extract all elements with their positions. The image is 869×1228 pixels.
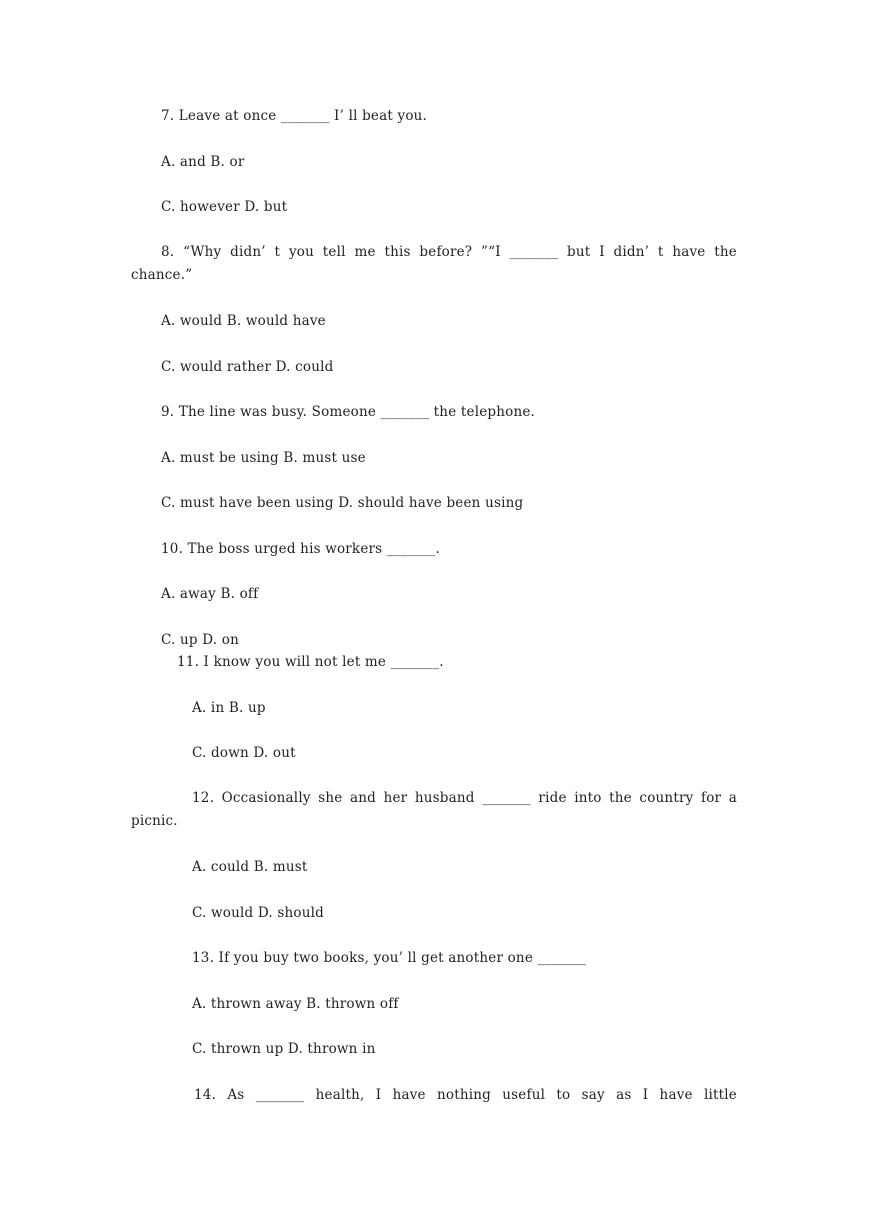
question-13-options-cd: C. thrown up D. thrown in	[192, 1041, 376, 1057]
question-8-stem-line-2: chance.”	[131, 267, 193, 283]
question-9-options-cd: C. must have been using D. should have been using	[161, 495, 524, 511]
question-8-stem-line-1: 8. “Why didn’ t you tell me this before? ”“I _______ but I didn’ t have the	[161, 244, 737, 260]
question-11-stem: 11. I know you will not let me _______.	[177, 654, 444, 670]
question-12-stem	[131, 787, 737, 833]
question-12-options-cd: C. would D. should	[192, 905, 324, 921]
question-8-options-ab: A. would B. would have	[161, 313, 326, 329]
question-7-options-ab: A. and B. or	[161, 154, 245, 170]
question-14-stem-line-1: 14. As _______ health, I have nothing useful to say as I have little	[194, 1087, 737, 1103]
question-13-options-ab: A. thrown away B. thrown off	[192, 996, 399, 1012]
question-7-stem: 7. Leave at once _______ I’ ll beat you.	[161, 108, 428, 124]
question-12-stem-line-2: picnic.	[131, 813, 178, 829]
question-10-options-cd: C. up D. on	[161, 632, 240, 648]
question-11-options-cd: C. down D. out	[192, 745, 296, 761]
question-11-options-ab: A. in B. up	[192, 700, 266, 716]
question-9-stem: 9. The line was busy. Someone _______ the telephone.	[161, 404, 536, 420]
question-7-options-cd: C. however D. but	[161, 199, 288, 215]
question-10-options-ab: A. away B. off	[161, 586, 259, 602]
question-9-options-ab: A. must be using B. must use	[161, 450, 366, 466]
question-13-stem: 13. If you buy two books, you’ ll get another one _______	[192, 950, 587, 966]
question-12-stem-line-1: 12. Occasionally she and her husband _______ ride into the country for a	[192, 790, 737, 806]
question-8-stem	[131, 241, 737, 287]
question-8-options-cd: C. would rather D. could	[161, 359, 334, 375]
question-12-options-ab: A. could B. must	[192, 859, 308, 875]
question-10-stem: 10. The boss urged his workers _______.	[161, 541, 440, 557]
